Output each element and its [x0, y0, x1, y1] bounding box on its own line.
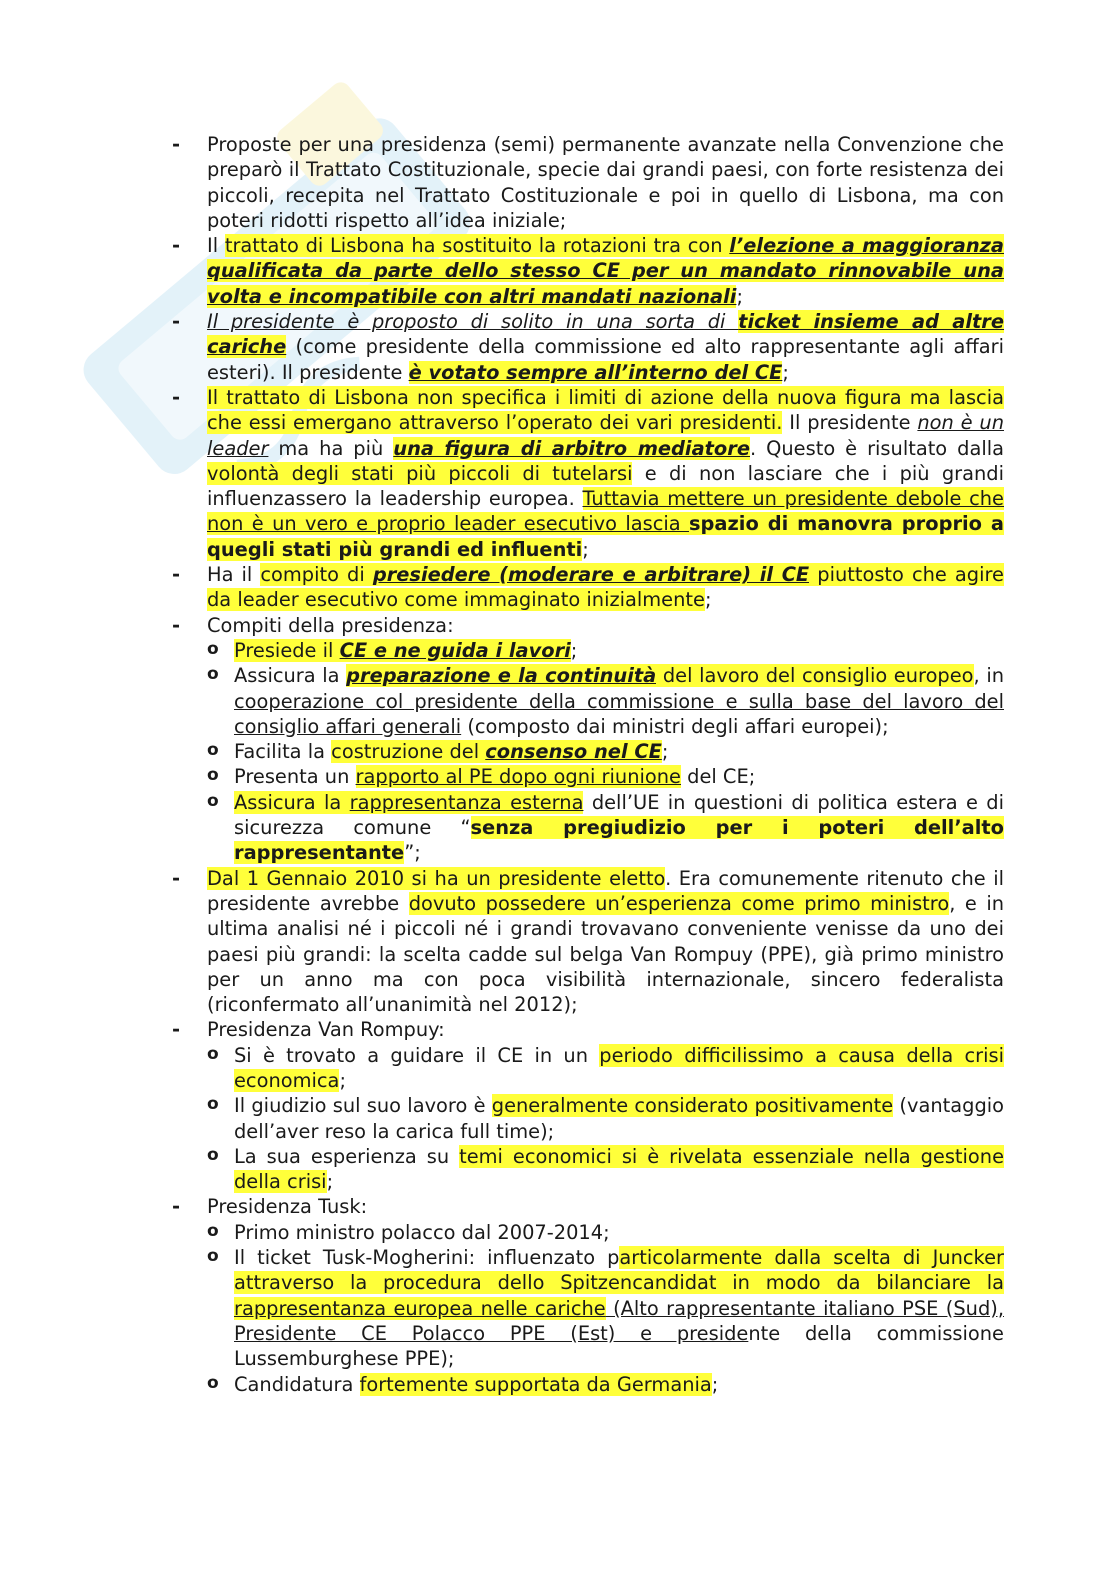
text-span: Il ticket Tusk-Mogherini: influenzato p: [234, 1246, 620, 1270]
text-span: ;: [582, 537, 589, 561]
bullet-item: [168, 1194, 1004, 1396]
highlighted-text: piuttosto che agire da leader esecutivo come immaginato inizialmente: [207, 563, 1004, 612]
sub-bullet-list: [168, 638, 1004, 866]
highlighted-text: dovuto possedere un’esperienza come primo ministro: [408, 891, 950, 915]
highlighted-text: CE e ne guida i lavori: [339, 638, 571, 662]
highlighted-text: del lavoro del consiglio europeo: [656, 664, 974, 688]
text-span: ;: [736, 284, 743, 308]
sub-bullet-list: [168, 1220, 1004, 1397]
sub-bullet-item: [168, 1093, 1004, 1144]
highlighted-text: costruzione del: [331, 740, 486, 764]
highlighted-text: Il trattato di Lisbona non specifica i limiti di azione della nuova figura ma lascia che essi emergano attraverso l’operato dei vari presidenti.: [207, 385, 1004, 435]
text-span: Proposte per una presidenza (semi) permanente avanzate nella Convenzione che preparò il Trattato Costituzionale, specie dai grandi paesi, con forte resistenza dei piccoli, recepita nel Trattato Costituzionale e poi in quello di Lisbona, ma con poteri ridotti rispetto all’idea iniziale;: [207, 133, 1004, 232]
bullet-item: [168, 562, 1004, 613]
text-span: ;: [704, 588, 712, 612]
highlighted-text: temi economici si è rivelata essenziale nella gestione della crisi: [234, 1144, 1004, 1194]
highlighted-text: consenso nel CE: [485, 740, 662, 764]
highlighted-text: ticket insieme ad altre cariche: [207, 310, 1004, 359]
sub-bullet-item: [168, 764, 1004, 789]
bullet-item: [168, 385, 1004, 562]
sub-bullet-item: [168, 790, 1004, 866]
text-span: cooperazione col presidente della commissione e sulla base del lavoro del consiglio affari generali: [234, 689, 1004, 738]
highlighted-text: rapporto al PE dopo ogni riunione: [355, 765, 681, 789]
highlighted-text: periodo difficilissimo a causa della crisi economica: [234, 1043, 1004, 1092]
sub-bullet-item: [168, 739, 1004, 764]
sub-bullet-item: [168, 663, 1004, 739]
text-span: e di non lasciare che i più grandi influenzassero la leadership europea.: [207, 461, 1004, 511]
highlighted-text: Tuttavia mettere un presidente debole che non è un vero e proprio leader esecutivo lascia: [207, 487, 1004, 536]
text-span: ma ha più: [268, 436, 394, 460]
text-span: (vantaggio dell’aver reso la carica full time);: [234, 1094, 1005, 1143]
highlighted-text: una figura di arbitro mediatore: [393, 436, 750, 460]
text-span: ;: [711, 1372, 719, 1396]
bullet-item: [168, 309, 1004, 385]
notes-body: [168, 132, 1004, 1397]
text-span: Ha il: [207, 563, 261, 587]
text-span: Presidenza Van Rompuy:: [207, 1018, 445, 1042]
text-span: La sua esperienza su: [234, 1144, 460, 1168]
highlighted-text: rappresentanza esterna: [349, 790, 584, 814]
text-span: ;: [326, 1170, 334, 1194]
text-span: (composto dai ministri degli affari europei);: [461, 714, 889, 738]
text-span: non è un leader: [207, 411, 1004, 460]
sub-bullet-item: [168, 1144, 1004, 1195]
text-span: Si è trovato a guidare il CE in un: [234, 1043, 600, 1067]
bullet-item: [168, 1017, 1004, 1194]
highlighted-text: è votato sempre all’interno del CE: [408, 360, 783, 384]
bullet-list: [168, 132, 1004, 1397]
text-span: , in: [973, 664, 1005, 688]
text-span: del CE;: [680, 765, 756, 789]
text-span: Il: [207, 234, 225, 258]
text-span: Presenta un: [234, 765, 356, 789]
text-span: nte della commissione Lussemburghese PPE);: [234, 1321, 1004, 1371]
highlighted-text: Dal 1 Gennaio 2010 si ha un presidente eletto: [207, 866, 666, 890]
highlighted-text: compito di: [260, 563, 373, 587]
text-span: ;: [661, 740, 669, 764]
text-span: ;: [339, 1068, 346, 1092]
text-span: Candidatura: [234, 1372, 360, 1396]
bullet-item: [168, 866, 1004, 1018]
sub-bullet-item: [168, 1220, 1004, 1245]
highlighted-text: presiedere (moderare e arbitrare) il CE: [372, 563, 810, 587]
highlighted-text: preparazione e la continuità: [346, 664, 657, 688]
sub-bullet-item: [168, 1043, 1004, 1094]
text-span: Il presidente: [782, 411, 918, 435]
text-span: Primo ministro polacco dal 2007-2014;: [234, 1220, 610, 1244]
bullet-item: [168, 233, 1004, 309]
sub-bullet-item: [168, 1372, 1004, 1397]
text-span: . Questo è risultato dalla: [749, 436, 1004, 460]
text-span: Il presidente è proposto di solito in una sorta di: [207, 310, 739, 334]
highlighted-text: fortemente supportata da Germania: [359, 1372, 712, 1396]
text-span: ”;: [404, 841, 421, 865]
sub-bullet-item: [168, 638, 1004, 663]
text-span: Compiti della presidenza:: [207, 613, 454, 637]
highlighted-text: generalmente considerato positivamente: [491, 1094, 894, 1118]
text-span: ;: [782, 360, 789, 384]
text-span: (come presidente della commissione ed alto rappresentante agli affari esteri). Il presidente: [207, 335, 1004, 384]
text-span: Il giudizio sul suo lavoro è: [234, 1094, 492, 1118]
text-span: Assicura la: [234, 664, 347, 688]
text-span: , e in ultima analisi né i piccoli né i grandi trovavano conveniente venisse da uno dei paesi più grandi: la scelta cadde sul belga Van Rompuy (PPE), già primo ministro per un anno ma con poca visibilità internazionale, sincero federalista (riconfermato all’unanimità nel 2012);: [207, 891, 1004, 1017]
text-span: (Alto rappresentante italiano PSE (Sud), Presidente CE Polacco PPE (Est) e preside: [234, 1296, 1004, 1345]
text-span: dell’UE in questioni di politica estera e di sicurezza comune “: [234, 790, 1004, 840]
text-span: Presidenza Tusk:: [207, 1195, 368, 1219]
sub-bullet-item: [168, 1245, 1004, 1371]
text-span: . Era comunemente ritenuto che il presidente avrebbe: [207, 866, 1004, 915]
highlighted-text: articolarmente dalla scelta di Juncker attraverso la procedura dello Spitzencandidat in modo da bilanciare la: [234, 1246, 1004, 1295]
text-span: Facilita la: [234, 740, 332, 764]
bullet-item: [168, 132, 1004, 233]
highlighted-text: volontà degli stati più piccoli di tutelarsi: [207, 461, 633, 485]
highlighted-text: spazio di manovra proprio a quegli stati più grandi ed influenti: [207, 512, 1004, 561]
bullet-item: [168, 613, 1004, 866]
highlighted-text: senza pregiudizio per i poteri dell’alto rappresentante: [234, 816, 1005, 865]
highlighted-text: Assicura la: [234, 790, 350, 814]
highlighted-text: l’elezione a maggioranza qualificata da parte dello stesso CE per un mandato rinnovabile una volta e incompatibile con altri mandati nazionali: [207, 234, 1004, 308]
highlighted-text: Presiede il: [234, 638, 340, 662]
highlighted-text: trattato di Lisbona ha sostituito la rotazioni tra con: [224, 234, 730, 258]
sub-bullet-list: [168, 1043, 1004, 1195]
text-span: ;: [570, 638, 578, 662]
highlighted-text: rappresentanza europea nelle cariche: [234, 1296, 606, 1320]
